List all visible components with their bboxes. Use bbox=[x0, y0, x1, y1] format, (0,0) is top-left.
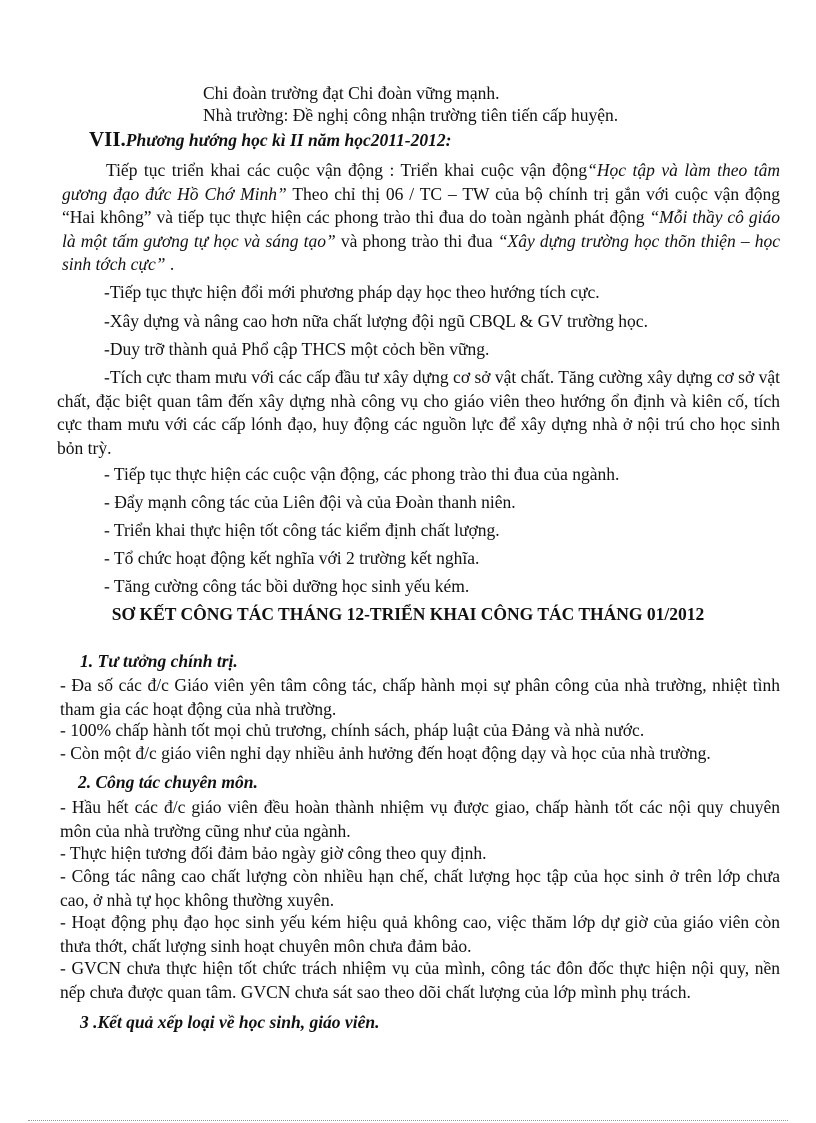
intro-quote-2: “Mỗi thầy cô giáo là một tấm gương tự học và sáng tạo” bbox=[62, 207, 780, 251]
report-title: SƠ KẾT CÔNG TÁC THÁNG 12-TRIỂN KHAI CÔNG TÁC THÁNG 01/2012 bbox=[111, 604, 705, 624]
dash-item-2: - Đẩy mạnh công tác của Liên đội và của Đoàn thanh niên. bbox=[104, 492, 516, 512]
section-2-item-3: - Công tác nâng cao chất lượng còn nhiều hạn chế, chất lượng học tập của học sinh ở trên lớp chưa cao, ở nhà tự học không thường xuyên. bbox=[60, 866, 780, 910]
section-1-item-1: - Đa số các đ/c Giáo viên yên tâm công tác, chấp hành mọi sự phân công của nhà trường, nhiệt tình tham gia các hoạt động của nhà trường. bbox=[60, 675, 780, 719]
section-7-intro bbox=[62, 159, 780, 277]
intro-text-2: Theo chỉ thị 06 / TC – TW của bộ chính trị gắn với cuộc vận động “Hai không” và tiếp tục thực hiện các phong trào thi đua do toàn ngành phát động bbox=[62, 183, 780, 227]
section-3-heading: 3 .Kết quả xếp loại về học sinh, giáo viên. bbox=[80, 1012, 380, 1032]
section-2-item-2: - Thực hiện tương đối đảm bảo ngày giờ công theo quy định. bbox=[60, 843, 487, 863]
bullet-1: -Tiếp tục thực hiện đổi mới phương pháp dạy học theo hướng tích cực. bbox=[104, 282, 600, 302]
section-2-item-1: - Hầu hết các đ/c giáo viên đều hoàn thành nhiệm vụ được giao, chấp hành tốt các nội quy chuyên môn của nhà trường cũng như của ngành. bbox=[60, 797, 780, 841]
intro-text-1: Tiếp tục triển khai các cuộc vận động : Triển khai cuộc vận động bbox=[106, 160, 588, 180]
section-2-item-5: - GVCN chưa thực hiện tốt chức trách nhiệm vụ của mình, công tác đôn đốc thực hiện nội quy, nền nếp chưa được quan tâm. GVCN chưa sát sao theo dõi chất lượng của lớp mình phụ trách. bbox=[60, 958, 780, 1002]
bullet-3: -Duy trỡ thành quả Phổ cập THCS một cỏch bền vững. bbox=[104, 339, 490, 359]
dash-item-4: - Tổ chức hoạt động kết nghĩa với 2 trường kết nghĩa. bbox=[104, 548, 480, 568]
section-7-title: Phương hướng học kì II năm học2011-2012: bbox=[125, 130, 452, 150]
section-2-item-4: - Hoạt động phụ đạo học sinh yếu kém hiệu quả không cao, việc thăm lớp dự giờ của giáo viên còn thưa thớt, chất lượng sinh hoạt chuyên môn chưa đảm bảo. bbox=[60, 912, 780, 956]
bullet-2: -Xây dựng và nâng cao hơn nữa chất lượng đội ngũ CBQL & GV trường học. bbox=[104, 311, 648, 331]
intro-text-3: và phong trào thi đua bbox=[335, 230, 498, 251]
intro-quote-1: “Học tập và làm theo tâm gương đạo đức Hồ Chớ Minh” bbox=[62, 160, 780, 204]
section-7-heading bbox=[89, 127, 451, 152]
long-bullet: -Tích cực tham mưu với các cấp đầu tư xây dựng cơ sở vật chất. Tăng cường xây dựng cơ sở vật chất, đặc biệt quan tâm đến xây dựng nhà công vụ cho giáo viên theo hướng ổn định và kiên cố, tích cực tham mưu với các cấp lónh đạo, huy động các nguồn lực để xây dựng nhà ở nội trú cho học sinh bỏn trỳ. bbox=[57, 367, 780, 458]
intro-text-4: . bbox=[165, 254, 175, 274]
intro-quote-3: “Xây dựng trường học thõn thiện – học sinh tớch cực” bbox=[62, 230, 781, 274]
top-line-2: Nhà trường: Đề nghị công nhận trường tiên tiến cấp huyện. bbox=[203, 105, 619, 125]
top-line-1: Chi đoàn trường đạt Chi đoàn vững mạnh. bbox=[203, 83, 500, 103]
section-2-heading: 2. Công tác chuyên môn. bbox=[78, 772, 258, 792]
dash-item-3: - Triển khai thực hiện tốt công tác kiểm định chất lượng. bbox=[104, 520, 500, 540]
section-1-item-2: - 100% chấp hành tốt mọi chủ trương, chính sách, pháp luật của Đảng và nhà nước. bbox=[60, 720, 645, 740]
page-bottom-rule bbox=[28, 1120, 788, 1121]
dash-item-1: - Tiếp tục thực hiện các cuộc vận động, các phong trào thi đua của ngành. bbox=[104, 464, 620, 484]
section-7-number: VII. bbox=[89, 127, 126, 151]
section-1-item-3: - Còn một đ/c giáo viên nghỉ dạy nhiều ảnh hưởng đến hoạt động dạy và học của nhà trường. bbox=[60, 743, 711, 763]
dash-item-5: - Tăng cường công tác bồi dưỡng học sinh yếu kém. bbox=[104, 576, 470, 596]
section-1-heading: 1. Tư tưởng chính trị. bbox=[80, 651, 238, 671]
